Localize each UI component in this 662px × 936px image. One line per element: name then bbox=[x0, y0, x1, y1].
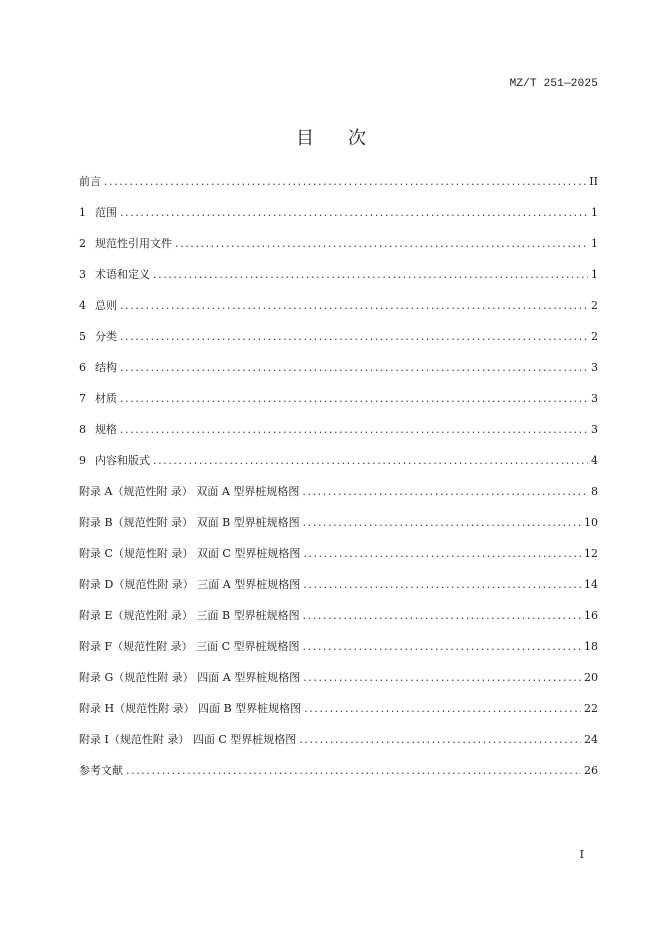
toc-entry-label: 材质 bbox=[95, 392, 117, 405]
toc-entry-appendix-a[interactable] bbox=[79, 482, 598, 513]
toc-entry-number: 5 bbox=[79, 330, 86, 343]
toc-dot-leader bbox=[299, 730, 581, 750]
toc-entry-page: 1 bbox=[591, 206, 598, 219]
toc-dot-leader bbox=[303, 575, 581, 595]
page-number: I bbox=[579, 848, 584, 861]
toc-title-part1: 目 bbox=[296, 128, 314, 149]
toc-entry-page: 20 bbox=[584, 671, 598, 684]
toc-title-part2: 次 bbox=[348, 128, 366, 149]
toc-entry-label: 附录 E（规范性附 录） 三面 B 型界桩规格图 bbox=[79, 609, 300, 622]
toc-entry-appendix-e[interactable] bbox=[79, 606, 598, 637]
toc-entry-structure[interactable] bbox=[79, 358, 598, 389]
toc-entry-label: 附录 H（规范性附 录） 四面 B 型界桩规格图 bbox=[79, 702, 302, 715]
toc-dot-leader bbox=[120, 358, 588, 378]
toc-dot-leader bbox=[304, 699, 581, 719]
toc-entry-page: 3 bbox=[591, 392, 598, 405]
toc-entry-normative-references[interactable] bbox=[79, 234, 598, 265]
toc-dot-leader bbox=[302, 482, 588, 502]
toc-entry-number: 8 bbox=[79, 423, 86, 436]
toc-entry-appendix-d[interactable] bbox=[79, 575, 598, 606]
toc-entry-label: 附录 B（规范性附 录） 双面 B 型界桩规格图 bbox=[79, 516, 300, 529]
toc-dot-leader bbox=[120, 296, 588, 316]
toc-entry-label: 附录 G（规范性附 录） 四面 A 型界桩规格图 bbox=[79, 671, 301, 684]
toc-entry-label: 附录 F（规范性附 录） 三面 C 型界桩规格图 bbox=[79, 640, 300, 653]
toc-entry-page: 12 bbox=[584, 547, 598, 560]
toc-entry-label: 分类 bbox=[95, 330, 117, 343]
toc-entry-appendix-h[interactable] bbox=[79, 699, 598, 730]
toc-entry-page: 1 bbox=[591, 268, 598, 281]
toc-entry-page: 3 bbox=[591, 423, 598, 436]
toc-entry-page: 26 bbox=[584, 764, 598, 777]
toc-entry-bibliography[interactable] bbox=[79, 761, 598, 792]
toc-dot-leader bbox=[120, 327, 588, 347]
toc-entry-general[interactable] bbox=[79, 296, 598, 327]
toc-entry-label: 附录 D（规范性附 录） 三面 A 型界桩规格图 bbox=[79, 578, 301, 591]
toc-dot-leader bbox=[303, 668, 581, 688]
toc-entry-label: 范围 bbox=[95, 206, 117, 219]
toc-entry-appendix-f[interactable] bbox=[79, 637, 598, 668]
toc-entry-number: 2 bbox=[79, 237, 86, 250]
toc-entry-label: 总则 bbox=[95, 299, 117, 312]
toc-entry-page: 14 bbox=[584, 578, 598, 591]
toc-entry-number: 1 bbox=[79, 206, 86, 219]
toc-entry-page: 18 bbox=[584, 640, 598, 653]
toc-entry-page: 4 bbox=[591, 454, 598, 467]
toc-entry-appendix-c[interactable] bbox=[79, 544, 598, 575]
toc-entry-label: 附录 C（规范性附 录） 双面 C 型界桩规格图 bbox=[79, 547, 301, 560]
toc-entry-preface[interactable] bbox=[79, 172, 598, 203]
toc-entry-appendix-i[interactable] bbox=[79, 730, 598, 761]
toc-title bbox=[0, 124, 662, 150]
toc-dot-leader bbox=[153, 451, 588, 471]
document-code: MZ/T 251—2025 bbox=[509, 78, 598, 90]
toc-entry-appendix-b[interactable] bbox=[79, 513, 598, 544]
toc-dot-leader bbox=[126, 761, 581, 781]
toc-entry-page: 1 bbox=[591, 237, 598, 250]
toc-entry-page: 10 bbox=[584, 516, 598, 529]
toc-entry-label: 内容和版式 bbox=[95, 454, 150, 467]
toc-entry-label: 参考文献 bbox=[79, 764, 123, 777]
toc-dot-leader bbox=[153, 265, 588, 285]
toc-list bbox=[79, 172, 598, 792]
toc-entry-specification[interactable] bbox=[79, 420, 598, 451]
toc-entry-appendix-g[interactable] bbox=[79, 668, 598, 699]
toc-entry-page: 3 bbox=[591, 361, 598, 374]
toc-entry-scope[interactable] bbox=[79, 203, 598, 234]
toc-entry-number: 4 bbox=[79, 299, 86, 312]
toc-dot-leader bbox=[120, 420, 588, 440]
toc-dot-leader bbox=[303, 637, 581, 657]
toc-entry-material[interactable] bbox=[79, 389, 598, 420]
toc-entry-number: 9 bbox=[79, 454, 86, 467]
toc-dot-leader bbox=[303, 544, 581, 564]
toc-entry-page: 2 bbox=[591, 299, 598, 312]
toc-dot-leader bbox=[303, 513, 581, 533]
toc-entry-classification[interactable] bbox=[79, 327, 598, 358]
toc-entry-label: 术语和定义 bbox=[95, 268, 150, 281]
toc-entry-page: 24 bbox=[584, 733, 598, 746]
toc-entry-label: 前言 bbox=[79, 175, 101, 188]
toc-entry-label: 规范性引用文件 bbox=[95, 237, 172, 250]
toc-entry-number: 6 bbox=[79, 361, 86, 374]
toc-entry-number: 7 bbox=[79, 392, 86, 405]
toc-entry-page: 2 bbox=[591, 330, 598, 343]
toc-entry-terms-definitions[interactable] bbox=[79, 265, 598, 296]
toc-dot-leader bbox=[303, 606, 581, 626]
toc-dot-leader bbox=[175, 234, 588, 254]
toc-entry-label: 附录 I（规范性附 录） 四面 C 型界桩规格图 bbox=[79, 733, 297, 746]
toc-entry-page: 16 bbox=[584, 609, 598, 622]
toc-entry-number: 3 bbox=[79, 268, 86, 281]
toc-entry-content-layout[interactable] bbox=[79, 451, 598, 482]
toc-entry-page: 8 bbox=[591, 485, 598, 498]
toc-dot-leader bbox=[120, 389, 588, 409]
toc-entry-label: 附录 A（规范性附 录） 双面 A 型界桩规格图 bbox=[79, 485, 300, 498]
toc-entry-label: 结构 bbox=[95, 361, 117, 374]
toc-dot-leader bbox=[120, 203, 588, 223]
toc-dot-leader bbox=[104, 172, 586, 192]
toc-entry-label: 规格 bbox=[95, 423, 117, 436]
toc-entry-page: II bbox=[589, 175, 598, 188]
toc-entry-page: 22 bbox=[584, 702, 598, 715]
